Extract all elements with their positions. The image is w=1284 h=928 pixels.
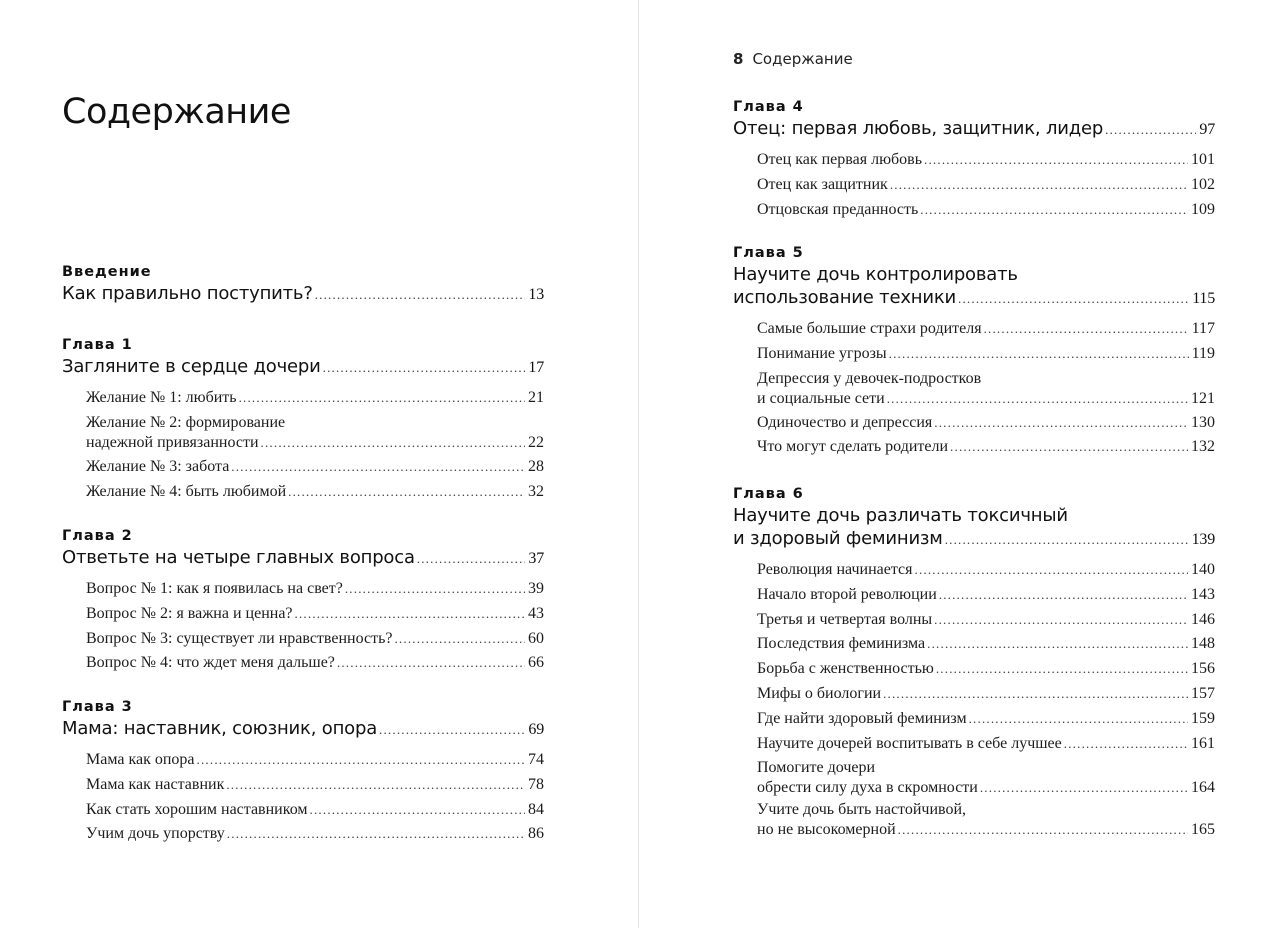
dot-leader	[984, 317, 1189, 342]
page-number: 13	[528, 286, 544, 303]
item-title: Как стать хорошим наставником	[86, 800, 308, 818]
dot-leader	[288, 480, 525, 505]
item-title: Мама как опора	[86, 751, 195, 768]
dot-leader	[379, 718, 525, 741]
chapter-title: и здоровый феминизм	[733, 528, 943, 549]
dot-leader	[345, 577, 525, 602]
page-number: 140	[1191, 561, 1215, 578]
dot-leader	[295, 602, 525, 627]
page-number: 159	[1191, 709, 1215, 727]
page-number: 161	[1191, 734, 1215, 752]
toc-item[interactable]	[757, 758, 1215, 798]
page-number: 97	[1199, 121, 1215, 138]
toc-chapter-entry[interactable]	[62, 546, 544, 570]
dot-leader	[337, 651, 525, 676]
item-title: обрести силу духа в скромности	[757, 779, 978, 797]
dot-leader	[239, 386, 525, 411]
item-title: Мама как наставник	[86, 775, 225, 793]
page-number: 117	[1191, 320, 1215, 337]
item-title: Начало второй революции	[757, 585, 937, 603]
chapter-title: использование техники	[733, 287, 957, 308]
toc-item[interactable]	[757, 608, 1215, 633]
item-title-line1: Желание № 2: формирование	[86, 413, 286, 431]
dot-leader	[887, 389, 1188, 409]
item-title: Вопрос № 2: я важна и ценна?	[86, 604, 293, 622]
item-title: Одиночество и депрессия	[757, 413, 933, 431]
toc-item[interactable]	[757, 707, 1215, 732]
page-number: 115	[1192, 290, 1215, 307]
dot-leader	[226, 773, 525, 798]
toc-item[interactable]	[86, 455, 544, 480]
page-number: 66	[528, 654, 544, 672]
item-title: Отцовская преданность	[757, 200, 919, 218]
item-title-line1: Учите дочь быть настойчивой,	[757, 801, 967, 819]
page-number: 22	[528, 433, 544, 451]
page-number: 78	[528, 775, 544, 793]
item-title: Последствия феминизма	[757, 635, 926, 653]
item-title: Мифы о биологии	[757, 684, 882, 702]
item-title: Учим дочь упорству	[86, 825, 225, 843]
toc-chapter-entry[interactable]	[62, 717, 544, 741]
chapter-title-line1: Научите дочь различать токсичный	[733, 505, 1068, 526]
left-page	[0, 0, 638, 928]
toc-section-chapter-3	[62, 697, 544, 847]
toc-chapter-entry[interactable]	[62, 355, 544, 379]
section-label: Глава 5	[733, 245, 804, 261]
toc-item[interactable]	[757, 173, 1215, 198]
dot-leader	[945, 528, 1189, 551]
page-number: 130	[1191, 413, 1215, 431]
toc-section-chapter-2	[62, 526, 544, 676]
toc-item[interactable]	[757, 657, 1215, 682]
toc-item[interactable]	[757, 732, 1215, 757]
page-number: 28	[528, 457, 544, 475]
toc-item[interactable]	[757, 583, 1215, 608]
item-title: Желание № 1: любить	[86, 389, 237, 406]
dot-leader	[417, 547, 526, 570]
section-label: Глава 4	[733, 99, 804, 115]
toc-item[interactable]	[86, 748, 544, 773]
chapter-title: Ответьте на четыре главных вопроса	[62, 547, 415, 568]
toc-item[interactable]	[757, 632, 1215, 657]
toc-section-chapter-5	[733, 243, 1215, 460]
dot-leader	[315, 283, 526, 306]
item-title: Вопрос № 3: существует ли нравственность?	[86, 629, 393, 647]
toc-item[interactable]	[86, 413, 544, 453]
dot-leader	[939, 583, 1188, 608]
toc-item[interactable]	[757, 411, 1215, 436]
item-title: Вопрос № 4: что ждет меня дальше?	[86, 654, 335, 672]
toc-item[interactable]	[86, 822, 544, 847]
page-number: 101	[1191, 151, 1215, 168]
item-title: Где найти здоровый феминизм	[757, 709, 967, 727]
page-number: 139	[1191, 531, 1215, 548]
page-number: 43	[528, 604, 544, 622]
dot-leader	[310, 798, 525, 823]
toc-item[interactable]	[86, 651, 544, 676]
item-title: надежной привязанности	[86, 433, 259, 451]
page-number: 37	[528, 550, 544, 567]
page-number: 102	[1191, 175, 1215, 193]
section-label: Глава 2	[62, 528, 133, 544]
item-title: Революция начинается	[757, 561, 913, 578]
chapter-title: Как правильно поступить?	[62, 283, 313, 304]
dot-leader	[227, 822, 525, 847]
page-number: 39	[528, 580, 544, 597]
section-label: Глава 3	[62, 699, 133, 715]
toc-item[interactable]	[86, 602, 544, 627]
page-number: 109	[1191, 200, 1215, 218]
item-title: Что могут сделать родители	[757, 438, 949, 456]
dot-leader	[969, 707, 1188, 732]
page-number: 86	[528, 825, 544, 843]
running-title: Содержание	[752, 50, 853, 68]
dot-leader	[394, 627, 525, 652]
toc-chapter-entry[interactable]	[62, 282, 544, 306]
page-number: 148	[1191, 635, 1215, 653]
toc-chapter-entry[interactable]	[733, 263, 1215, 310]
chapter-title: Отец: первая любовь, защитник, лидер	[733, 118, 1104, 139]
dot-leader	[958, 287, 1189, 310]
item-title: и социальные сети	[757, 389, 885, 407]
item-title: Борьба с женственностью	[757, 660, 934, 678]
dot-leader	[936, 657, 1188, 682]
toc-item[interactable]	[757, 148, 1215, 173]
dot-leader	[890, 173, 1188, 198]
page-number: 146	[1191, 610, 1215, 628]
dot-leader	[934, 608, 1188, 633]
toc-item[interactable]	[757, 198, 1215, 223]
running-head	[733, 50, 853, 68]
toc-section-chapter-6	[733, 484, 1215, 842]
dot-leader	[920, 198, 1188, 223]
item-title: Отец как первая любовь	[757, 151, 923, 168]
page-number: 17	[528, 359, 544, 376]
dot-leader	[889, 342, 1189, 367]
page-number: 164	[1191, 779, 1215, 797]
page-number: 132	[1191, 438, 1215, 456]
page-number: 84	[528, 800, 544, 818]
dot-leader	[980, 778, 1188, 798]
dot-leader	[898, 820, 1188, 840]
dot-leader	[950, 435, 1188, 460]
page-number: 74	[528, 751, 544, 768]
toc-section-chapter-1	[62, 335, 544, 504]
toc-section-intro	[62, 262, 544, 306]
item-title: Научите дочерей воспитывать в себе лучшее	[757, 734, 1062, 752]
toc-item[interactable]	[86, 480, 544, 505]
toc-chapter-entry[interactable]	[733, 504, 1215, 551]
toc-item[interactable]	[86, 386, 544, 411]
page-number: 157	[1191, 684, 1215, 702]
dot-leader	[261, 433, 525, 453]
page-number: 165	[1191, 821, 1215, 839]
chapter-title-line1: Научите дочь контролировать	[733, 264, 1018, 285]
section-label: Введение	[62, 264, 152, 280]
toc-item[interactable]	[757, 342, 1215, 367]
item-title: Самые большие страхи родителя	[757, 320, 982, 337]
page-number-folio: 8	[733, 50, 744, 68]
toc-item[interactable]	[757, 682, 1215, 707]
item-title: Отец как защитник	[757, 175, 888, 193]
toc-item[interactable]	[86, 577, 544, 602]
item-title: Вопрос № 1: как я появилась на свет?	[86, 580, 343, 597]
item-title-line1: Депрессия у девочек-подростков	[757, 369, 982, 387]
page-number: 32	[528, 482, 544, 500]
item-title: Третья и четвертая волны	[757, 610, 933, 628]
dot-leader	[883, 682, 1188, 707]
dot-leader	[915, 558, 1189, 583]
chapter-title: Мама: наставник, союзник, опора	[62, 718, 378, 739]
toc-item[interactable]	[86, 627, 544, 652]
item-title-line1: Помогите дочери	[757, 759, 876, 777]
toc-item[interactable]	[86, 798, 544, 823]
toc-section-chapter-4	[733, 97, 1215, 222]
page-number: 119	[1191, 344, 1215, 362]
item-title: но не высокомерной	[757, 821, 896, 839]
toc-item[interactable]	[757, 317, 1215, 342]
dot-leader	[934, 411, 1188, 436]
page-number: 156	[1191, 660, 1215, 678]
section-label: Глава 6	[733, 486, 804, 502]
dot-leader	[323, 356, 526, 379]
toc-chapter-entry[interactable]	[733, 117, 1215, 141]
dot-leader	[927, 632, 1188, 657]
section-label: Глава 1	[62, 337, 133, 353]
right-page	[639, 0, 1284, 928]
dot-leader	[197, 748, 525, 773]
chapter-title: Загляните в сердце дочери	[62, 356, 321, 377]
page-title: Содержание	[62, 92, 291, 132]
dot-leader	[231, 455, 525, 480]
dot-leader	[1064, 732, 1188, 757]
dot-leader	[924, 148, 1188, 173]
item-title: Желание № 3: забота	[86, 457, 230, 475]
toc-item[interactable]	[86, 773, 544, 798]
toc-item[interactable]	[757, 558, 1215, 583]
page-number: 69	[528, 721, 544, 738]
toc-item[interactable]	[757, 800, 1215, 840]
item-title: Понимание угрозы	[757, 344, 887, 362]
page-number: 60	[528, 629, 544, 647]
page-number: 143	[1191, 585, 1215, 603]
toc-item[interactable]	[757, 369, 1215, 409]
page-number: 121	[1191, 389, 1215, 407]
toc-item[interactable]	[757, 435, 1215, 460]
page-number: 21	[528, 389, 544, 406]
dot-leader	[1105, 118, 1196, 141]
item-title: Желание № 4: быть любимой	[86, 482, 287, 500]
